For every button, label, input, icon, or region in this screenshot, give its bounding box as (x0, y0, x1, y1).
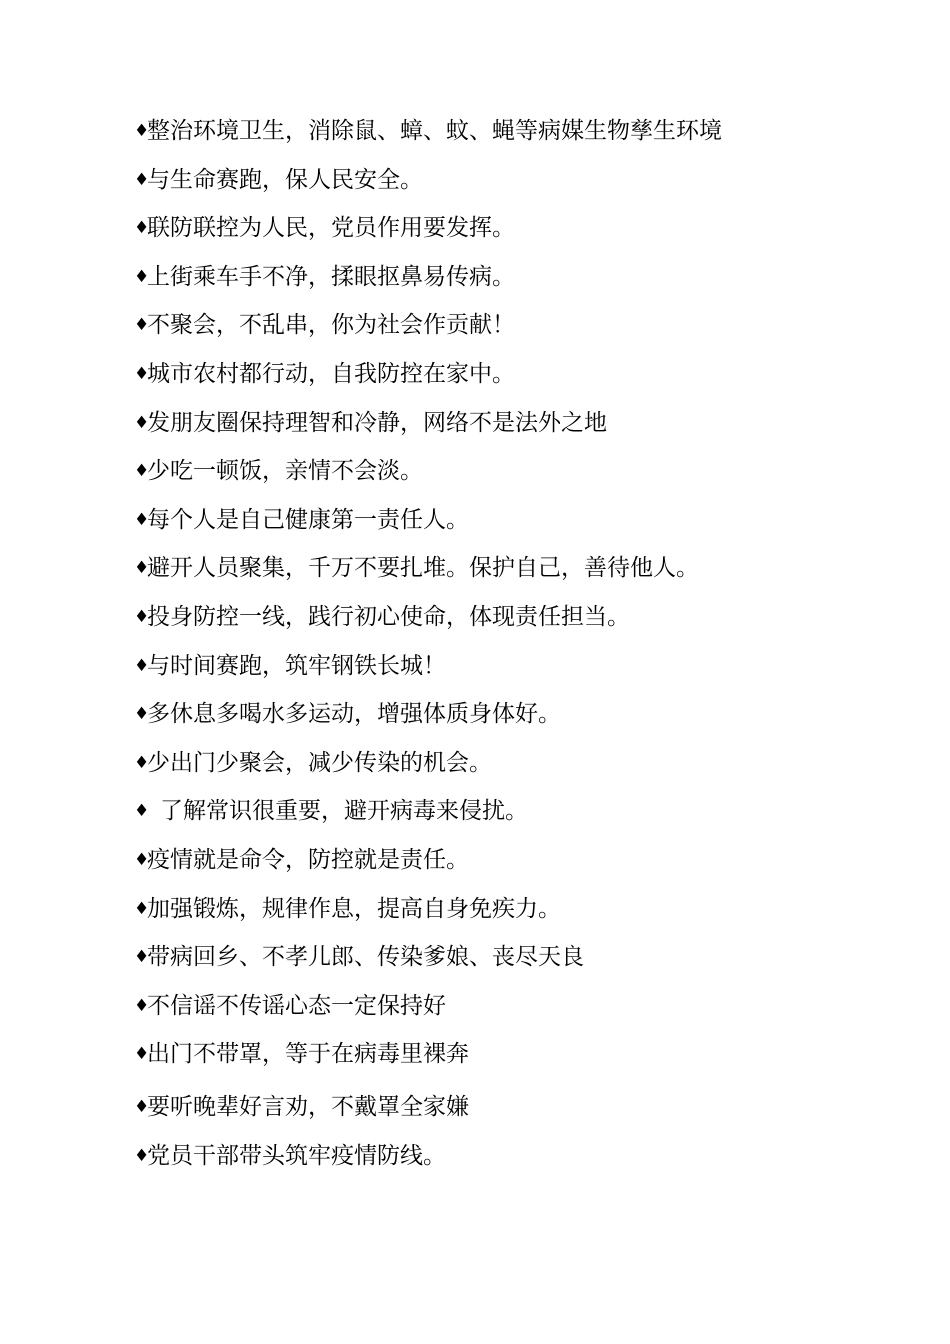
diamond-bullet-icon: ♦ (134, 218, 150, 239)
slogan-text: 城市农村都行动，自我防控在家中。 (147, 360, 515, 387)
diamond-bullet-icon: ♦ (134, 412, 150, 433)
diamond-bullet-icon: ♦ (134, 704, 150, 725)
diamond-bullet-icon: ♦ (134, 1145, 150, 1166)
diamond-bullet-icon: ♦ (134, 995, 150, 1016)
slogan-text: 少出门少聚会，减少传染的机会。 (147, 749, 492, 776)
list-item (134, 1141, 754, 1171)
list-item (134, 310, 754, 340)
list-item (134, 116, 754, 146)
list-item (134, 456, 754, 486)
diamond-bullet-icon: ♦ (134, 558, 150, 579)
slogan-text: 带病回乡、不孝儿郎、传染爹娘、丧尽天良 (147, 944, 584, 971)
slogan-text: 上街乘车手不净，揉眼抠鼻易传病。 (147, 263, 515, 290)
diamond-bullet-icon: ♦ (134, 509, 150, 530)
diamond-bullet-icon: ♦ (134, 315, 150, 336)
diamond-bullet-icon: ♦ (134, 898, 150, 919)
list-item (134, 894, 754, 924)
diamond-bullet-icon: ♦ (134, 1097, 150, 1118)
slogan-text: 联防联控为人民，党员作用要发挥。 (147, 215, 515, 242)
diamond-bullet-icon: ♦ (134, 606, 150, 627)
list-item (134, 602, 754, 632)
diamond-bullet-icon: ♦ (134, 655, 150, 676)
list-item (134, 748, 754, 778)
slogan-text: 党员干部带头筑牢疫情防线。 (147, 1142, 446, 1169)
list-item (134, 408, 754, 438)
slogan-text: 少吃一顿饭，亲情不会淡。 (147, 458, 423, 485)
slogan-text: 多休息多喝水多运动，增强体质身体好。 (147, 701, 561, 728)
diamond-bullet-icon: ♦ (134, 752, 150, 773)
diamond-bullet-icon: ♦ (134, 1044, 150, 1065)
slogan-text: 与时间赛跑，筑牢钢铁长城！ (147, 652, 446, 679)
list-item (134, 505, 754, 535)
slogan-text: 投身防控一线，践行初心使命，体现责任担当。 (147, 603, 630, 630)
slogan-text: 发朋友圈保持理智和冷静，网络不是法外之地 (147, 409, 607, 436)
diamond-bullet-icon: ♦ (134, 266, 150, 287)
diamond-bullet-icon: ♦ (134, 801, 150, 822)
slogan-text: 整治环境卫生，消除鼠、蟑、蚊、蝇等病媒生物孳生环境 (147, 118, 722, 144)
slogan-text: 加强锻炼，规律作息，提高自身免疾力。 (147, 895, 561, 922)
list-item (134, 942, 754, 972)
slogan-text: 与生命赛跑，保人民安全。 (147, 166, 423, 193)
slogan-text: 不聚会，不乱串，你为社会作贡献！ (147, 312, 515, 339)
list-item (134, 213, 754, 243)
diamond-bullet-icon: ♦ (134, 121, 150, 141)
slogan-text: 疫情就是命令，防控就是责任。 (147, 846, 469, 873)
diamond-bullet-icon: ♦ (134, 363, 150, 384)
list-item (134, 845, 754, 875)
list-item (134, 699, 754, 729)
list-item (134, 991, 754, 1021)
list-item (134, 1092, 754, 1122)
list-item (134, 553, 754, 583)
list-item (134, 359, 754, 389)
list-item (134, 262, 754, 292)
diamond-bullet-icon: ♦ (134, 169, 150, 190)
slogan-text: 避开人员聚集，千万不要扎堆。保护自己，善待他人。 (147, 555, 699, 582)
slogan-text: 要听晚辈好言劝，不戴罩全家嫌 (147, 1094, 469, 1121)
diamond-bullet-icon: ♦ (134, 947, 150, 968)
slogan-text: 了解常识很重要，避开病毒来侵扰。 (160, 798, 528, 825)
slogan-text: 出门不带罩，等于在病毒里裸奔 (147, 1041, 469, 1068)
slogan-text: 不信谣不传谣心态一定保持好 (147, 992, 446, 1019)
slogan-list (134, 116, 754, 1189)
list-item (134, 651, 754, 681)
diamond-bullet-icon: ♦ (134, 849, 150, 870)
list-item (134, 796, 754, 826)
list-item (134, 165, 754, 195)
diamond-bullet-icon: ♦ (134, 461, 150, 482)
slogan-text: 每个人是自己健康第一责任人。 (147, 506, 469, 533)
list-item (134, 1039, 754, 1069)
